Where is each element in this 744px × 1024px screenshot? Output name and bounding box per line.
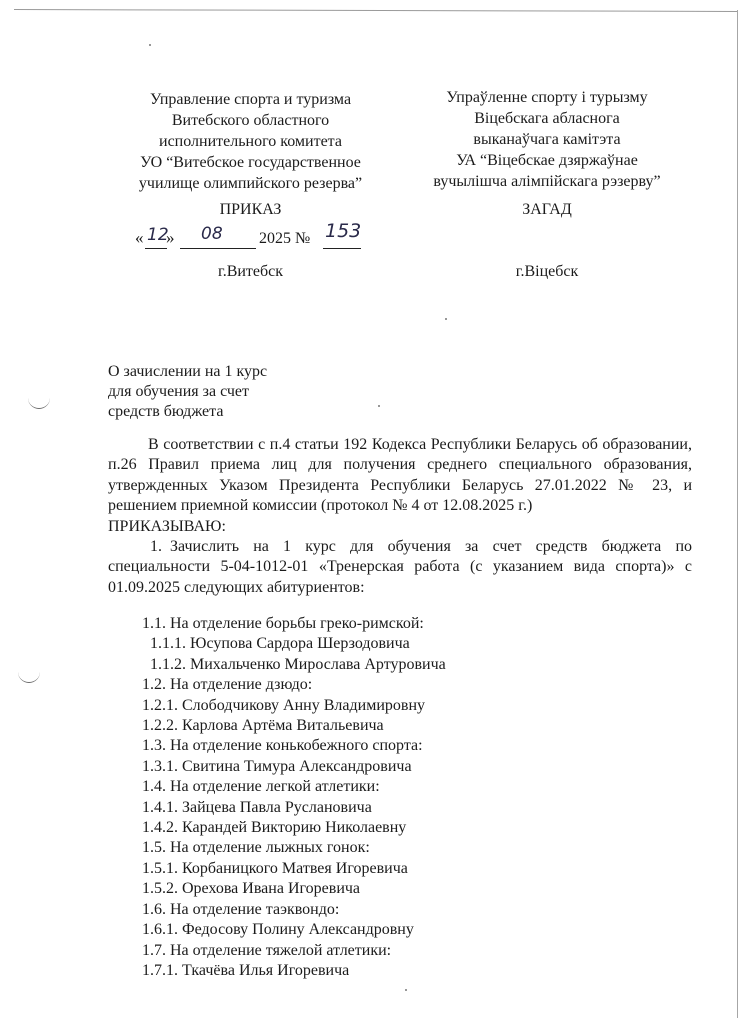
scan-page-edge-right xyxy=(737,10,738,1018)
month-underline xyxy=(180,248,256,249)
order-body xyxy=(108,435,692,598)
date-day-handwritten: 12 xyxy=(147,225,169,245)
date-close-quote: » xyxy=(166,228,175,247)
subject-line: средств бюджета xyxy=(108,403,224,420)
list-item: 1.4.2. Карандей Викторию Николаевну xyxy=(142,819,407,837)
punch-hole-mark xyxy=(28,398,50,409)
list-item: 1.6.1. Федосову Полину Александровну xyxy=(142,921,414,939)
list-item: 1.4. На отделение легкой атлетики: xyxy=(142,778,380,796)
header-ru-line: УО “Витебское государственное xyxy=(140,154,361,171)
list-item: 1.4.1. Зайцева Павла Руслановича xyxy=(142,798,372,816)
header-by-line: УА “Віцебскае дзяржаўнае xyxy=(456,152,638,169)
list-item: 1.7. На отделение тяжелой атлетики: xyxy=(142,941,392,959)
doc-type-ru: ПРИКАЗ xyxy=(219,201,282,218)
city-by: г.Віцебск xyxy=(515,263,579,280)
city-ru: г.Витебск xyxy=(217,263,284,280)
doc-type-by: ЗАГАД xyxy=(522,201,572,218)
header-ru-line: Управление спорта и туризма xyxy=(149,91,352,108)
punch-hole-mark xyxy=(18,672,40,683)
list-item: 1.1.1. Юсупова Сардора Шерзодовича xyxy=(150,635,410,653)
list-item: 1.3. На отделение конькобежного спорта: xyxy=(142,737,423,755)
header-by-line: выканаўчага камітэта xyxy=(473,131,621,148)
list-item: 1.5. На отделение лыжных гонок: xyxy=(142,839,370,857)
order-word: ПРИКАЗЫВАЮ: xyxy=(108,517,226,535)
order-subject xyxy=(108,362,267,422)
scan-page-edge-top xyxy=(14,9,738,12)
list-item: 1.1. На отделение борьбы греко-римской: xyxy=(142,615,424,632)
scan-speck xyxy=(405,989,407,991)
date-number-line xyxy=(135,220,385,252)
header-by-line: вучылішча алімпійскага рэзерву” xyxy=(433,173,661,190)
list-item: 1.7.1. Ткачёва Илья Игоревича xyxy=(142,961,350,979)
header-by-line: Віцебскага абласнога xyxy=(474,110,620,127)
scan-speck xyxy=(378,405,380,407)
preamble-paragraph: В соответствии с п.4 статьи 192 Кодекса Республики Беларусь об образовании, п.26 Правил приема лиц для получения среднего специального образования, утвержденных Указом Президента Республики Беларусь 27.01.2022 № 23, и решением приемной комиссии (протокол № 4 от 12.08.2025 г.) xyxy=(108,436,692,515)
subject-line: для обучения за счет xyxy=(108,383,249,400)
item-1-paragraph xyxy=(108,537,692,598)
header-by-line: Упраўленне спорту і турызму xyxy=(446,89,648,106)
scan-speck xyxy=(445,318,447,320)
date-year-and-number-sign: 2025 № xyxy=(259,230,311,247)
list-item: 1.2. На отделение дзюдо: xyxy=(142,676,313,694)
date-month-handwritten: 08 xyxy=(201,224,223,244)
list-item: 1.3.1. Свитина Тимура Александровича xyxy=(142,757,412,775)
header-russian xyxy=(118,89,383,194)
header-ru-line: исполнительного комитета xyxy=(159,133,342,150)
header-ru-line: училище олимпийского резерва” xyxy=(138,175,363,192)
date-open-quote: « xyxy=(135,228,144,247)
header-belarusian xyxy=(412,87,682,192)
enrollment-list xyxy=(142,614,446,981)
number-underline xyxy=(323,248,361,249)
order-number-handwritten: 153 xyxy=(325,220,362,242)
list-item: 1.6. На отделение таэквондо: xyxy=(142,900,340,918)
list-item: 1.2.2. Карлова Артёма Витальевича xyxy=(142,717,384,735)
list-item: 1.5.1. Корбаницкого Матвея Игоревича xyxy=(142,859,408,877)
list-item: 1.1.2. Михальченко Мирослава Артуровича xyxy=(150,655,446,673)
header-ru-line: Витебского областного xyxy=(171,112,330,129)
subject-line: О зачислении на 1 курс xyxy=(108,363,268,380)
list-item: 1.2.1. Слободчикову Анну Владимировну xyxy=(142,696,425,714)
list-item: 1.5.2. Орехова Ивана Игоревича xyxy=(142,880,361,898)
day-underline xyxy=(145,248,167,249)
item-1-number: 1. xyxy=(150,538,162,556)
scan-speck xyxy=(149,44,151,46)
item-1-text: Зачислить на 1 курс для обучения за счет средств бюджета по специальности 5-04-1012-01 «Тренерская работа (с указанием вида спорта)» с 01.09.2025 следующих абитуриентов: xyxy=(108,538,692,596)
